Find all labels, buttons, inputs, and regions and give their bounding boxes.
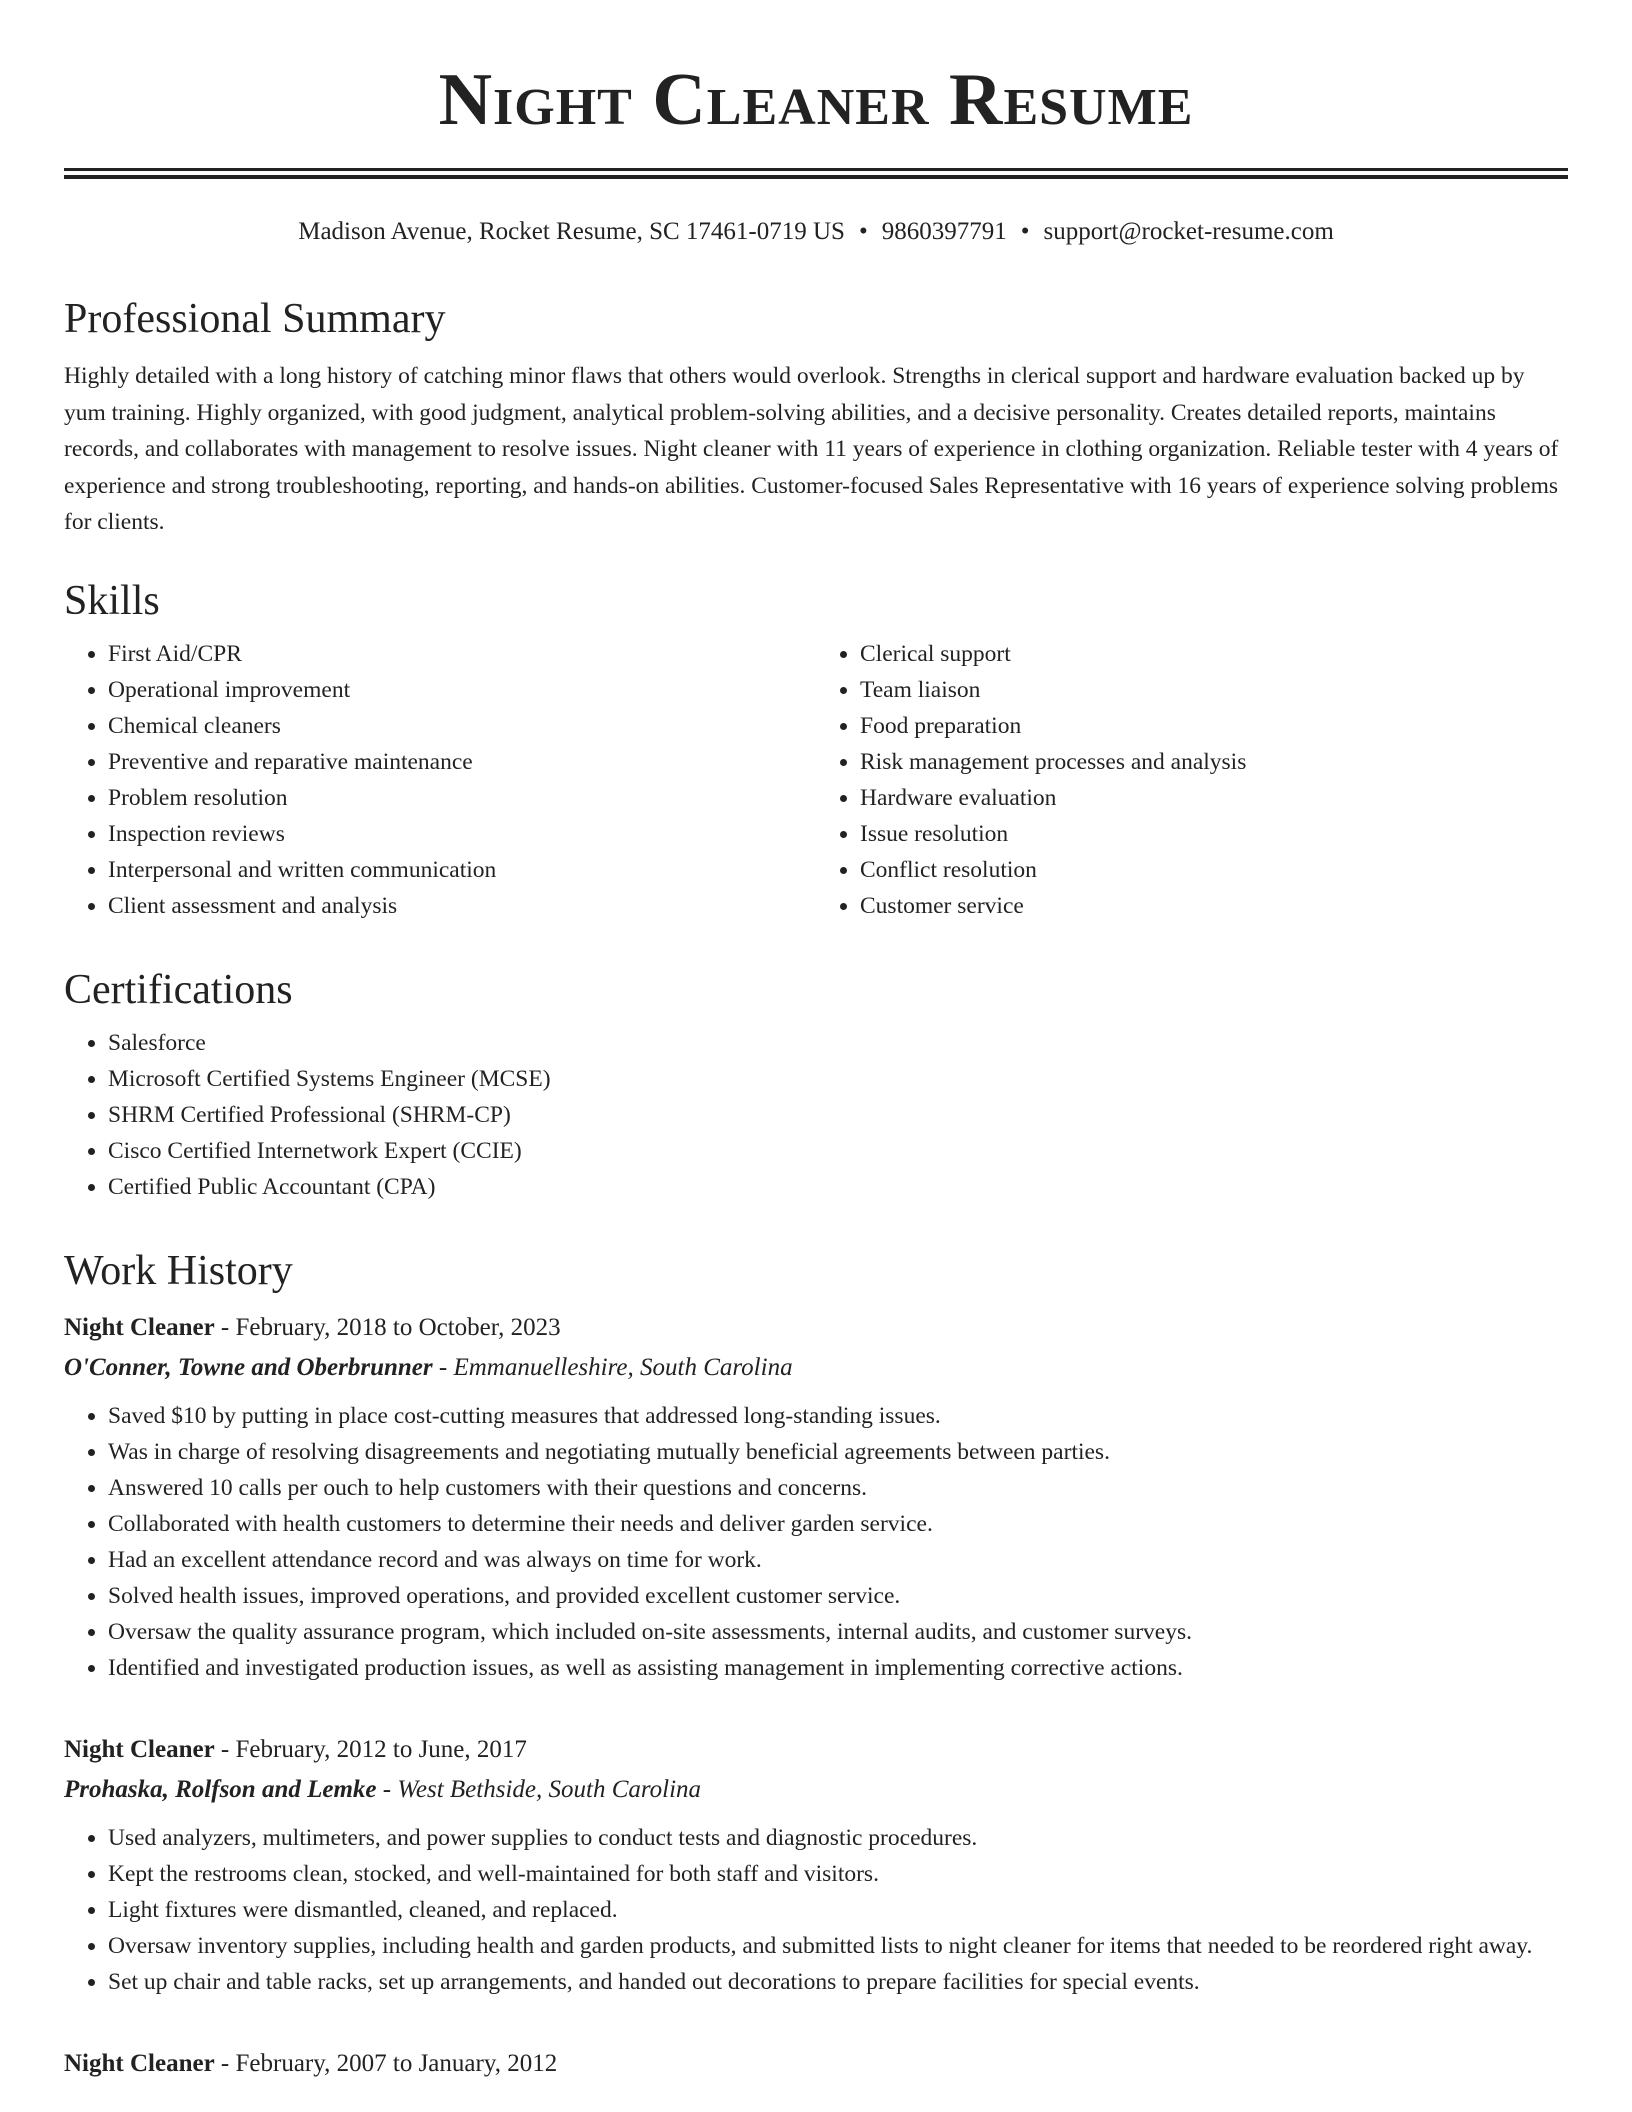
- certifications-section: [64, 965, 1568, 1205]
- skill-item: • Operational improvement: [108, 672, 816, 708]
- job-bullet: • Set up chair and table racks, set up arrangements, and handed out decorations to prepare facilities for special events.: [108, 1964, 1568, 2000]
- job-entry: [64, 1730, 1568, 2000]
- job-bullets: [64, 1820, 1568, 2000]
- job-title: Night Cleaner: [64, 2050, 215, 2077]
- job-bullets: [64, 1398, 1568, 1686]
- resume-page: [64, 0, 1568, 2077]
- title-divider-top: [64, 168, 1568, 171]
- skill-item: • Preventive and reparative maintenance: [108, 744, 816, 780]
- job-bullet: • Saved $10 by putting in place cost-cutting measures that addressed long-standing issues.: [108, 1398, 1568, 1434]
- resume-title: Night Cleaner Resume: [438, 59, 1194, 141]
- job-title-line: Night Cleaner - February, 2007 to January, 2012: [64, 2050, 558, 2077]
- skill-item: • Interpersonal and written communication: [108, 852, 816, 888]
- job-title-line: Night Cleaner - February, 2018 to October, 2023: [64, 1314, 561, 1341]
- job-company-line: Prohaska, Rolfson and Lemke - West Bethside, South Carolina: [64, 1776, 702, 1803]
- job-spacer: [64, 1686, 1568, 1718]
- job-company: Prohaska, Rolfson and Lemke: [64, 1776, 377, 1803]
- certification-item: • Cisco Certified Internetwork Expert (CCIE): [108, 1133, 1568, 1169]
- certification-item: • SHRM Certified Professional (SHRM-CP): [108, 1097, 1568, 1133]
- skill-item: • Team liaison: [860, 672, 1568, 708]
- job-entry: [64, 1308, 1568, 1686]
- contact-line: [64, 214, 1568, 250]
- work-history-heading: Work History: [64, 1248, 293, 1294]
- skill-item: • Problem resolution: [108, 780, 816, 816]
- contact-phone: 9860397791: [881, 218, 1007, 245]
- job-bullet: • Oversaw inventory supplies, including health and garden products, and submitted lists to night cleaner for items that needed to be reordered right away.: [108, 1928, 1568, 1964]
- job-bullet: • Had an excellent attendance record and was always on time for work.: [108, 1542, 1568, 1578]
- title-divider-bottom: [64, 175, 1568, 179]
- job-bullet: • Was in charge of resolving disagreements and negotiating mutually beneficial agreements between parties.: [108, 1434, 1568, 1470]
- job-bullet: • Collaborated with health customers to determine their needs and deliver garden service.: [108, 1506, 1568, 1542]
- job-bullet: • Oversaw the quality assurance program, which included on-site assessments, internal audits, and customer surveys.: [108, 1614, 1568, 1650]
- summary-section: [64, 294, 1568, 541]
- job-bullet: • Answered 10 calls per ouch to help customers with their questions and concerns.: [108, 1470, 1568, 1506]
- job-bullet: • Identified and investigated production issues, as well as assisting management in implementing corrective actions.: [108, 1650, 1568, 1686]
- contact-separator: •: [1020, 218, 1030, 245]
- job-dates: February, 2018 to October, 2023: [235, 1314, 561, 1341]
- summary-text: Highly detailed with a long history of catching minor flaws that others would overlook. Strengths in clerical support and hardware evaluation backed up by yum training. Highly organized, with good judgment, analytical problem-solving abilities, and a decisive personality. Creates detailed reports, maintains records, and collaborates with management to resolve issues. Night cleaner with 11 years of experience in clothing organization. Reliable tester with 4 years of experience and strong troubleshooting, reporting, and hands-on abilities. Customer-focused Sales Representative with 16 years of experience solving problems for clients.: [64, 363, 1559, 535]
- certification-item: • Certified Public Accountant (CPA): [108, 1169, 1568, 1205]
- job-entry: [64, 2044, 1568, 2084]
- contact-address: Madison Avenue, Rocket Resume, SC 17461-0719 US: [298, 218, 845, 245]
- skills-list-left: [64, 636, 816, 924]
- skill-item: • Chemical cleaners: [108, 708, 816, 744]
- job-spacer: [64, 2000, 1568, 2032]
- job-title: Night Cleaner: [64, 1314, 215, 1341]
- skills-columns: [64, 626, 1568, 924]
- job-company-line: O'Conner, Towne and Oberbrunner - Emmanuelleshire, South Carolina: [64, 1354, 793, 1381]
- job-dates: February, 2012 to June, 2017: [235, 1736, 527, 1763]
- skill-item: • Risk management processes and analysis: [860, 744, 1568, 780]
- job-title-line: Night Cleaner - February, 2012 to June, 2017: [64, 1736, 527, 1763]
- skill-item: • Customer service: [860, 888, 1568, 924]
- job-bullet: • Kept the restrooms clean, stocked, and well-maintained for both staff and visitors.: [108, 1856, 1568, 1892]
- job-title: Night Cleaner: [64, 1736, 215, 1763]
- job-location: Emmanuelleshire, South Carolina: [453, 1354, 793, 1381]
- job-dates: February, 2007 to January, 2012: [235, 2050, 558, 2077]
- job-bullet: • Used analyzers, multimeters, and power supplies to conduct tests and diagnostic procedures.: [108, 1820, 1568, 1856]
- skill-item: • Client assessment and analysis: [108, 888, 816, 924]
- job-bullet: • Light fixtures were dismantled, cleaned, and replaced.: [108, 1892, 1568, 1928]
- skill-item: • Conflict resolution: [860, 852, 1568, 888]
- job-bullet: • Solved health issues, improved operations, and provided excellent customer service.: [108, 1578, 1568, 1614]
- summary-heading: Professional Summary: [64, 296, 446, 342]
- job-company: O'Conner, Towne and Oberbrunner: [64, 1354, 433, 1381]
- certifications-heading: Certifications: [64, 967, 293, 1013]
- skill-item: • Clerical support: [860, 636, 1568, 672]
- skill-item: • First Aid/CPR: [108, 636, 816, 672]
- certification-item: • Salesforce: [108, 1025, 1568, 1061]
- work-history-section: [64, 1246, 1568, 2084]
- contact-separator: •: [858, 218, 868, 245]
- skill-item: • Inspection reviews: [108, 816, 816, 852]
- skills-section: [64, 576, 1568, 924]
- skills-list-right: [816, 636, 1568, 924]
- skills-heading: Skills: [64, 578, 160, 624]
- contact-email: support@rocket-resume.com: [1043, 218, 1334, 245]
- skill-item: • Issue resolution: [860, 816, 1568, 852]
- skill-item: • Food preparation: [860, 708, 1568, 744]
- certification-item: • Microsoft Certified Systems Engineer (MCSE): [108, 1061, 1568, 1097]
- job-location: West Bethside, South Carolina: [397, 1776, 702, 1803]
- skill-item: • Hardware evaluation: [860, 780, 1568, 816]
- certifications-list: [64, 1025, 1568, 1205]
